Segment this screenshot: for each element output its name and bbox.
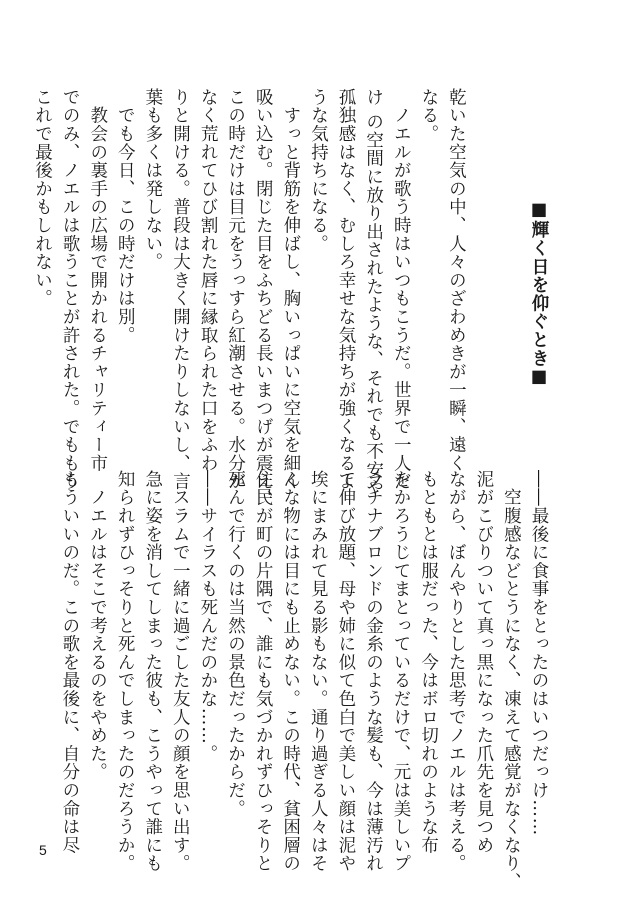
text-line: 吸い込む。閉じた目をふちどる長いまつげが震え、 <box>253 88 274 509</box>
text-line: もういいのだ。この歌を最後に、自分の命は尽 <box>59 470 80 855</box>
text-line: なく荒れてひび割れた唇に縁取られた口をふわ <box>198 88 219 473</box>
text-line: 葉も多くは発しない。 <box>142 88 163 271</box>
page-number: 5 <box>39 842 47 858</box>
text-line: 空腹感などとうになく、凍えて感覚がなくなり、 <box>501 470 522 891</box>
text-line: なる。 <box>418 88 439 143</box>
text-line: この時だけは目元をうっすら紅潮させる。水分が <box>225 88 246 491</box>
upper-text-block <box>32 88 552 509</box>
text-line: んな物には目にも止めない。この時代、貧困層の <box>280 470 301 873</box>
text-line: け の空間に放り出されたような、それでも不安や <box>363 88 384 497</box>
text-line: これで最後かもしれない。 <box>32 88 53 308</box>
text-line: 乾いた空気の中、人々のざわめきが一瞬、遠く <box>446 88 467 473</box>
text-line: うな気持ちになる。 <box>308 88 329 253</box>
text-line: ――最後に食事をとったのはいつだっけ…… <box>529 470 549 836</box>
text-line: 泥がこびりついて真っ黒になった爪先を見つめ <box>473 470 494 855</box>
lower-text-block <box>59 470 552 891</box>
chapter-title: ■輝く日を仰ぐとき■ <box>529 200 549 388</box>
text-line: でも今日、この時だけは別。 <box>115 88 136 345</box>
text-line: をかろうじてまとっているだけで、元は美しいプ <box>391 470 412 873</box>
text-line: て伸び放題、母や姉に似て色白で美しい顔は泥や <box>335 470 356 873</box>
text-line: 教会の裏手の広場で開かれるチャリティー市 <box>87 88 108 473</box>
text-line: 埃にまみれて見る影もない。通り過ぎる人々はそ <box>308 470 329 873</box>
text-line: 死んで行くのは当然の景色だったからだ。 <box>225 470 246 818</box>
text-line: 知られずひっそりと死んでしまったのだろうか。 <box>115 470 136 873</box>
text-line: ノエルが歌う時はいつもこうだ。世界で一人だ <box>391 88 412 491</box>
text-line: 住民が町の片隅で、誰にも気づかれずひっそりと <box>253 470 274 873</box>
text-line: もともとは服だった、今はボロ切れのような布 <box>418 470 439 855</box>
text-line: りと開ける。普段は大きく開けたりしないし、言 <box>170 88 191 491</box>
text-line: ノエルはそこで考えるのをやめた。 <box>87 470 108 782</box>
text-line: ――サイラスも死んだのかな……。 <box>197 470 218 763</box>
text-line: 急に姿を消してしまった彼も、こうやって誰にも <box>142 470 163 873</box>
text-line: スラムで一緒に過ごした友人の顔を思い出す。 <box>170 470 191 873</box>
text-line: でのみ、ノエルは歌うことが許された。でももう <box>60 88 81 491</box>
text-line: すっと背筋を伸ばし、胸いっぱいに空気を細く <box>280 88 301 491</box>
text-line: ながら、ぼんやりとした思考でノエルは考える。 <box>446 470 467 873</box>
text-line: 孤独感はなく、むしろ幸せな気持ちが強くなるよ <box>336 88 357 491</box>
text-line: ラチナブロンドの金糸のような髪も、今は薄汚れ <box>363 470 384 873</box>
